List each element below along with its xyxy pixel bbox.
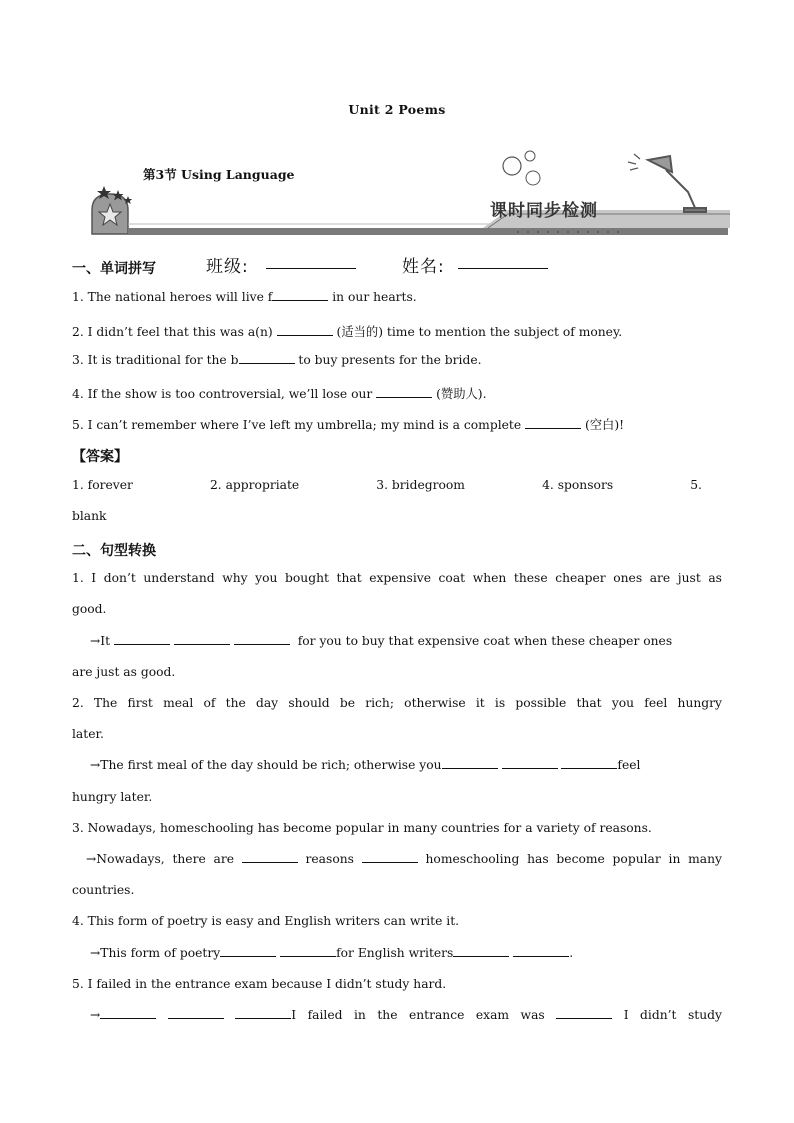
question-text: 2. I didn’t feel that this was a(n)	[72, 325, 277, 339]
rewrite-text: .	[569, 946, 574, 960]
answer-blank[interactable]	[442, 758, 498, 769]
answer-blank[interactable]	[234, 634, 290, 645]
part2-q4-rewrite	[90, 946, 573, 960]
question-text: (空白)!	[581, 418, 625, 432]
name-label: 姓名:	[402, 257, 445, 277]
rewrite-text: I didn’t study	[623, 1008, 722, 1022]
answer-blank[interactable]	[235, 1008, 291, 1019]
answer-2: 2. appropriate	[209, 478, 300, 492]
question-text: to buy presents for the bride.	[294, 353, 482, 367]
part2-q1-original-cont: good.	[72, 602, 107, 616]
question-text: (赞助人).	[432, 387, 487, 401]
answer-blank[interactable]	[280, 946, 336, 957]
question-text: in our hearts.	[328, 290, 417, 304]
answer-blank[interactable]	[174, 634, 230, 645]
class-field[interactable]	[266, 268, 356, 269]
part2-q1-original: 1. I don’t understand why you bought that expensive coat when these cheaper ones are just as	[72, 571, 722, 585]
part2-q5-rewrite	[90, 1008, 722, 1022]
part2-q1-rewrite	[90, 634, 672, 648]
answer-blank[interactable]	[239, 353, 295, 364]
answer-blank[interactable]	[556, 1008, 612, 1019]
rewrite-text: for English writers	[336, 946, 454, 960]
unit-title: Unit 2 Poems	[348, 102, 446, 117]
part1-question-4	[72, 384, 487, 402]
answer-blank[interactable]	[114, 634, 170, 645]
part2-q3-rewrite-cont: countries.	[72, 883, 135, 897]
answer-5: 5.	[690, 478, 702, 492]
part2-q3-rewrite	[86, 852, 722, 866]
rewrite-text: homeschooling has become popular in many	[425, 852, 722, 866]
section-banner-graphic	[88, 148, 730, 240]
answer-blank[interactable]	[502, 758, 558, 769]
answer-blank[interactable]	[376, 387, 432, 398]
star-badge-icon	[92, 186, 132, 234]
answer-1: 1. forever	[72, 478, 133, 492]
answer-5-overflow: blank	[72, 509, 107, 523]
rewrite-text: →	[90, 1008, 101, 1022]
part1-question-3	[72, 353, 482, 367]
rewrite-text: reasons	[305, 852, 354, 866]
rewrite-text: →This form of poetry	[90, 946, 221, 960]
part2-q2-rewrite-cont: hungry later.	[72, 790, 153, 804]
rewrite-text: →Nowadays, there are	[86, 852, 234, 866]
answer-blank[interactable]	[168, 1008, 224, 1019]
section-title: 第3节 Using Language	[143, 167, 295, 182]
answer-blank[interactable]	[242, 852, 298, 863]
part2-q3-original: 3. Nowadays, homeschooling has become popular in many countries for a variety of reasons.	[72, 821, 652, 835]
answer-blank[interactable]	[100, 1008, 156, 1019]
answer-blank[interactable]	[513, 946, 569, 957]
question-text: 1. The national heroes will live f	[72, 290, 273, 304]
part2-q5-original: 5. I failed in the entrance exam because I didn’t study hard.	[72, 977, 447, 991]
part1-question-5	[72, 415, 624, 433]
answer-blank[interactable]	[561, 758, 617, 769]
question-text: 4. If the show is too controversial, we’ll lose our	[72, 387, 377, 401]
rewrite-text: →It	[90, 634, 111, 648]
answer-blank[interactable]	[272, 290, 328, 301]
question-text: (适当的) time to mention the subject of money.	[332, 325, 623, 339]
desk-lamp-icon	[628, 154, 706, 212]
part2-q2-original: 2. The first meal of the day should be rich; otherwise it is possible that you feel hungry	[72, 696, 722, 710]
part2-q4-original: 4. This form of poetry is easy and English writers can write it.	[72, 914, 460, 928]
answer-4: 4. sponsors	[542, 478, 614, 492]
part2-heading: 二、句型转换	[72, 543, 156, 559]
rewrite-text: I failed in the entrance exam was	[291, 1008, 545, 1022]
answer-blank[interactable]	[220, 946, 276, 957]
part2-q2-original-cont: later.	[72, 727, 104, 741]
part1-heading: 一、单词拼写	[72, 261, 156, 277]
banner-tag: 课时同步检测	[490, 201, 598, 221]
question-text: 3. It is traditional for the b	[72, 353, 239, 367]
part1-question-1	[72, 290, 417, 304]
answer-heading: 【答案】	[72, 449, 128, 465]
answer-blank[interactable]	[362, 852, 418, 863]
question-text: 5. I can’t remember where I’ve left my umbrella; my mind is a complete	[72, 418, 526, 432]
rewrite-text: →The first meal of the day should be rich; otherwise you	[90, 758, 442, 772]
part2-q1-rewrite-cont: are just as good.	[72, 665, 176, 679]
answers-row	[72, 478, 724, 492]
answer-blank[interactable]	[453, 946, 509, 957]
rewrite-text: for you to buy that expensive coat when these cheaper ones	[297, 634, 673, 648]
part1-question-2	[72, 322, 622, 340]
name-field[interactable]	[458, 268, 548, 269]
part2-q2-rewrite	[90, 758, 640, 772]
answer-3: 3. bridegroom	[376, 478, 465, 492]
answer-blank[interactable]	[277, 325, 333, 336]
class-label: 班级:	[206, 257, 249, 277]
answer-blank[interactable]	[525, 418, 581, 429]
rewrite-text: feel	[617, 758, 641, 772]
